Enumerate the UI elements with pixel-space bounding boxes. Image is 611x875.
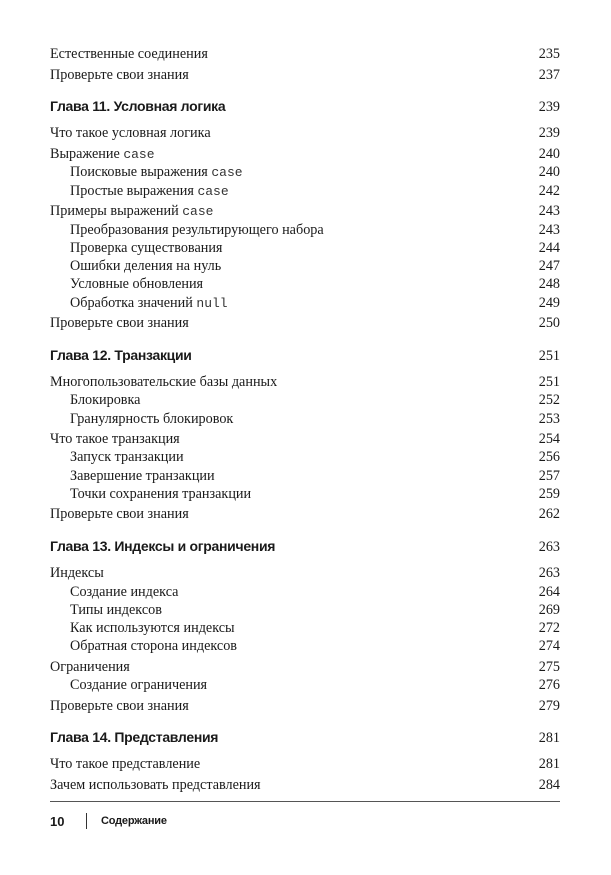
toc-page-number: 243 [538, 221, 560, 238]
toc-page-number: 240 [538, 164, 560, 181]
toc-entry-title [70, 163, 243, 182]
title-text: Глава 13. Индексы и ограничения [50, 537, 276, 554]
toc-entry-title [70, 221, 324, 239]
toc-entry[interactable] [50, 564, 560, 583]
toc-page-number: 276 [538, 677, 560, 694]
toc-page-number: 274 [538, 638, 560, 655]
title-text: Типы индексов [70, 601, 162, 618]
code-keyword: null [196, 295, 228, 311]
toc-entry-title [50, 755, 200, 774]
toc-entry-title [70, 467, 215, 485]
toc-entry-title [50, 314, 189, 333]
toc-entry[interactable] [50, 202, 560, 221]
toc-subentry[interactable] [50, 294, 560, 312]
title-text: Гранулярность блокировок [70, 410, 234, 427]
toc-entry-title [50, 145, 155, 165]
toc-subentry[interactable] [50, 410, 560, 428]
title-text: Индексы [50, 564, 104, 581]
title-text: Естественные соединения [50, 46, 208, 62]
toc-entry-title [50, 536, 275, 556]
toc-entry-title [50, 564, 104, 583]
footer-page-number: 10 [50, 813, 65, 829]
title-text: Простые выражения [70, 182, 198, 199]
title-text: Точки сохранения транзакции [70, 486, 252, 503]
footer-section-title: Содержание [101, 815, 167, 827]
toc-chapter-heading[interactable] [50, 345, 560, 365]
toc-entry[interactable] [50, 314, 560, 333]
title-text: Завершение транзакции [70, 467, 215, 484]
title-text: Примеры выражений [50, 202, 183, 219]
toc-entry[interactable] [50, 658, 560, 677]
toc-subentry[interactable] [50, 467, 560, 485]
toc-page-number: 284 [538, 776, 560, 793]
toc-subentry[interactable] [50, 601, 560, 619]
table-of-contents [50, 45, 560, 794]
title-text: Запуск транзакции [70, 449, 184, 466]
title-text: Блокировка [70, 392, 141, 409]
toc-subentry[interactable] [50, 163, 560, 181]
title-text: Преобразования результирующего набора [70, 221, 324, 238]
page-footer [50, 801, 560, 832]
toc-page-number: 264 [538, 583, 560, 600]
toc-page-number: 262 [538, 506, 560, 523]
toc-page-number: 244 [538, 239, 560, 256]
toc-entry[interactable] [50, 145, 560, 164]
toc-subentry[interactable] [50, 182, 560, 200]
title-text: Проверьте свои знания [50, 697, 189, 714]
toc-entry[interactable] [50, 755, 560, 774]
toc-page-number: 272 [538, 620, 560, 637]
toc-entry-title [50, 345, 192, 365]
toc-entry-title [70, 619, 235, 637]
title-text: Глава 12. Транзакции [50, 346, 192, 363]
toc-entry-title [70, 448, 184, 466]
toc-entry-title [50, 727, 218, 747]
toc-entry[interactable] [50, 124, 560, 143]
toc-entry-title [70, 257, 221, 275]
toc-subentry[interactable] [50, 676, 560, 694]
toc-subentry[interactable] [50, 221, 560, 239]
toc-subentry[interactable] [50, 583, 560, 601]
toc-page-number: 256 [538, 449, 560, 466]
title-text: Что такое представление [50, 756, 201, 773]
toc-page-number: 257 [538, 467, 560, 484]
toc-entry-title [70, 239, 222, 257]
toc-page-number: 242 [538, 182, 560, 199]
toc-entry-title [70, 410, 233, 428]
title-text: Глава 11. Условная логика [50, 98, 226, 115]
toc-entry-title [70, 583, 178, 601]
toc-entry-title [50, 697, 189, 716]
toc-page-number: 251 [538, 373, 560, 390]
toc-entry-title [70, 275, 203, 293]
toc-subentry[interactable] [50, 239, 560, 257]
toc-page-number: 240 [538, 145, 560, 162]
code-keyword: case [123, 146, 155, 162]
toc-page-number: 237 [538, 66, 560, 83]
code-keyword: case [197, 183, 229, 199]
toc-subentry[interactable] [50, 619, 560, 637]
title-text: Что такое транзакция [50, 430, 180, 447]
toc-chapter-heading[interactable] [50, 727, 560, 747]
toc-subentry[interactable] [50, 257, 560, 275]
title-text: Как используются индексы [70, 620, 235, 637]
title-text: Что такое условная логика [50, 125, 211, 142]
toc-page-number: 249 [538, 294, 560, 311]
title-text: Проверьте свои знания [50, 506, 189, 523]
toc-subentry[interactable] [50, 275, 560, 293]
toc-page-number: 279 [538, 697, 560, 714]
toc-page-number: 235 [538, 46, 560, 62]
toc-page-number: 263 [538, 564, 560, 581]
title-text: Зачем использовать представления [50, 776, 261, 793]
title-text: Обратная сторона индексов [70, 638, 238, 655]
footer-divider [86, 813, 87, 829]
code-keyword: case [182, 203, 214, 219]
code-keyword: case [211, 165, 243, 181]
toc-entry[interactable] [50, 373, 560, 392]
toc-entry-title [70, 601, 162, 619]
toc-subentry[interactable] [50, 485, 560, 503]
toc-entry-title [50, 202, 213, 222]
toc-entry-title [50, 66, 189, 85]
toc-page-number: 269 [538, 601, 560, 618]
toc-page-number: 254 [538, 430, 560, 447]
toc-entry-title [50, 505, 189, 524]
toc-page-number: 248 [538, 276, 560, 293]
toc-entry-title [70, 637, 237, 655]
toc-entry-title [50, 430, 180, 449]
toc-entry-title [50, 45, 208, 64]
toc-page-number: 253 [538, 410, 560, 427]
toc-entry[interactable] [50, 697, 560, 716]
toc-subentry[interactable] [50, 448, 560, 466]
toc-entry-title [70, 391, 140, 409]
toc-entry[interactable] [50, 66, 560, 85]
toc-entry-title [70, 182, 229, 201]
title-text: Создание индекса [70, 583, 179, 600]
toc-page-number: 243 [538, 202, 560, 219]
title-text: Ограничения [50, 658, 130, 675]
toc-page-number: 239 [538, 99, 560, 116]
toc-entry-title [70, 676, 207, 694]
toc-entry-title [50, 124, 211, 143]
toc-entry-title [70, 294, 228, 313]
toc-page-number: 247 [538, 258, 560, 275]
toc-entry-title [50, 96, 225, 116]
toc-chapter-heading[interactable] [50, 536, 560, 556]
title-text: Проверка существования [70, 239, 223, 256]
toc-entry-title [50, 658, 130, 677]
toc-page-number: 251 [538, 347, 560, 364]
toc-page-number: 281 [538, 730, 560, 747]
title-text: Многопользовательские базы данных [50, 373, 278, 390]
toc-entry[interactable] [50, 45, 560, 64]
toc-page-number: 275 [538, 658, 560, 675]
toc-entry-title [70, 485, 251, 503]
title-text: Проверьте свои знания [50, 66, 189, 83]
toc-page-number: 239 [538, 125, 560, 142]
toc-page-number: 252 [538, 392, 560, 409]
title-text: Выражение [50, 145, 124, 162]
toc-entry-title [50, 373, 277, 392]
toc-entry-title [50, 776, 261, 795]
title-text: Поисковые выражения [70, 164, 212, 181]
toc-subentry[interactable] [50, 391, 560, 409]
title-text: Условные обновления [70, 276, 204, 293]
toc-page-number: 250 [538, 315, 560, 332]
toc-page-number: 259 [538, 486, 560, 503]
title-text: Создание ограничения [70, 677, 208, 694]
toc-page-number: 281 [538, 756, 560, 773]
toc-subentry[interactable] [50, 637, 560, 655]
title-text: Проверьте свои знания [50, 315, 189, 332]
toc-entry[interactable] [50, 430, 560, 449]
toc-chapter-heading[interactable] [50, 96, 560, 116]
title-text: Обработка значений [70, 294, 197, 311]
toc-entry[interactable] [50, 776, 560, 795]
title-text: Ошибки деления на нуль [70, 258, 222, 275]
toc-page-number: 263 [538, 538, 560, 555]
toc-entry[interactable] [50, 505, 560, 524]
title-text: Глава 14. Представления [50, 729, 219, 746]
